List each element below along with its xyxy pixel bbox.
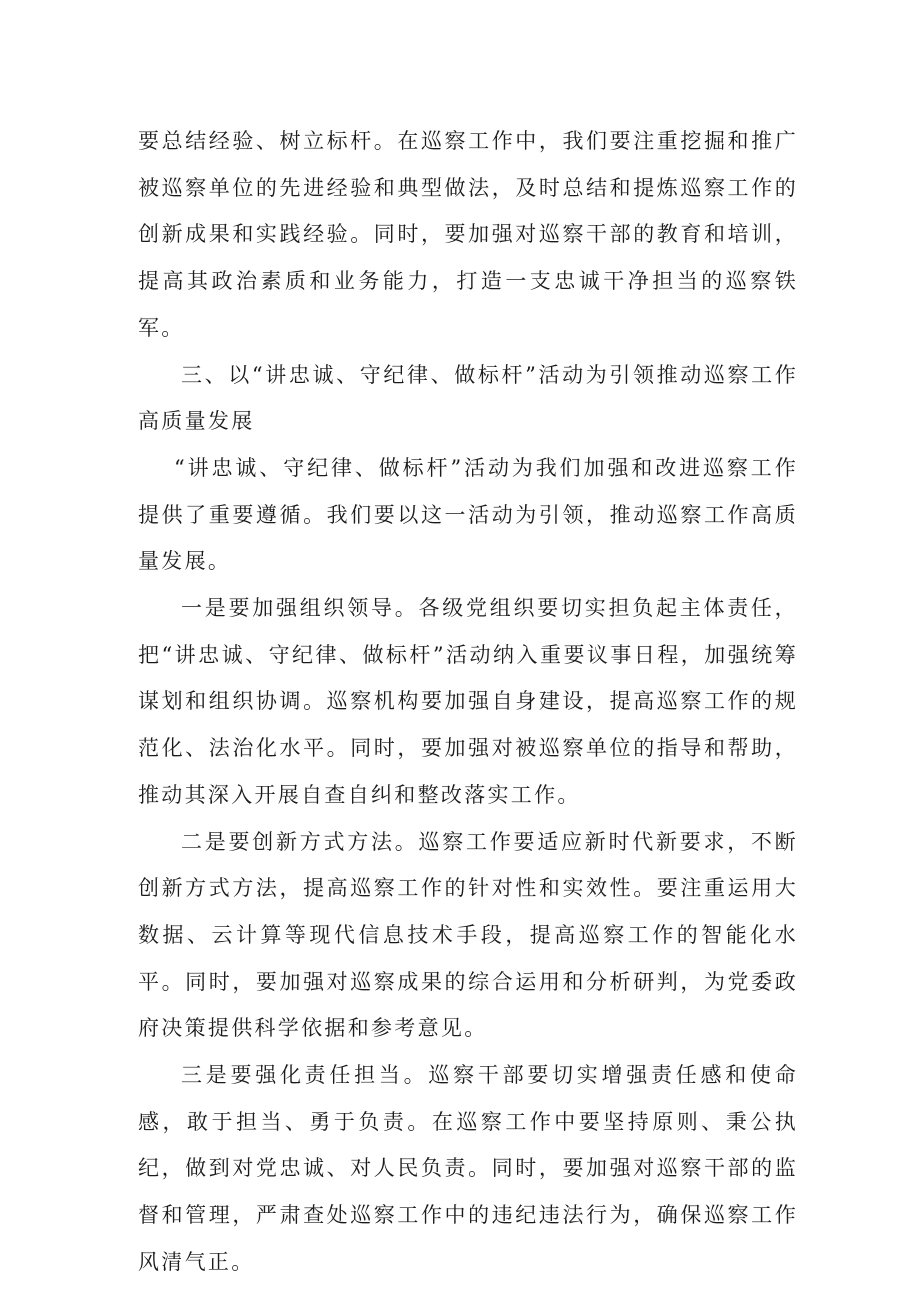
- paragraph-continuation: 要总结经验、树立标杆。在巡察工作中，我们要注重挖掘和推广被巡察单位的先进经验和典型做法，及时总结和提炼巡察工作的创新成果和实践经验。同时，要加强对巡察干部的教育和培训，提高其政治素质和业务能力，打造一支忠诚干净担当的巡察铁军。: [138, 129, 798, 340]
- paragraph-point-1: 一是要加强组织领导。各级党组织要切实担负起主体责任，把“讲忠诚、守纪律、做标杆”活动纳入重要议事日程，加强统筹谋划和组织协调。巡察机构要加强自身建设，提高巡察工作的规范化、法治化水平。同时，要加强对被巡察单位的指导和帮助，推动其深入开展自查自纠和整改落实工作。: [138, 596, 798, 807]
- document-body: [138, 118, 798, 1286]
- section-heading: 三、以“讲忠诚、守纪律、做标杆”活动为引领推动巡察工作高质量发展: [138, 362, 798, 434]
- paragraph-point-2: 二是要创新方式方法。巡察工作要适应新时代新要求，不断创新方式方法，提高巡察工作的针对性和实效性。要注重运用大数据、云计算等现代信息技术手段，提高巡察工作的智能化水平。同时，要加强对巡察成果的综合运用和分析研判，为党委政府决策提供科学依据和参考意见。: [138, 829, 798, 1041]
- paragraph-intro: “讲忠诚、守纪律、做标杆”活动为我们加强和改进巡察工作提供了重要遵循。我们要以这一活动为引领，推动巡察工作高质量发展。: [138, 455, 798, 574]
- paragraph-point-3: 三是要强化责任担当。巡察干部要切实增强责任感和使命感，敢于担当、勇于负责。在巡察工作中要坚持原则、秉公执纪，做到对党忠诚、对人民负责。同时，要加强对巡察干部的监督和管理，严肃查处巡察工作中的违纪违法行为，确保巡察工作风清气正。: [138, 1063, 798, 1274]
